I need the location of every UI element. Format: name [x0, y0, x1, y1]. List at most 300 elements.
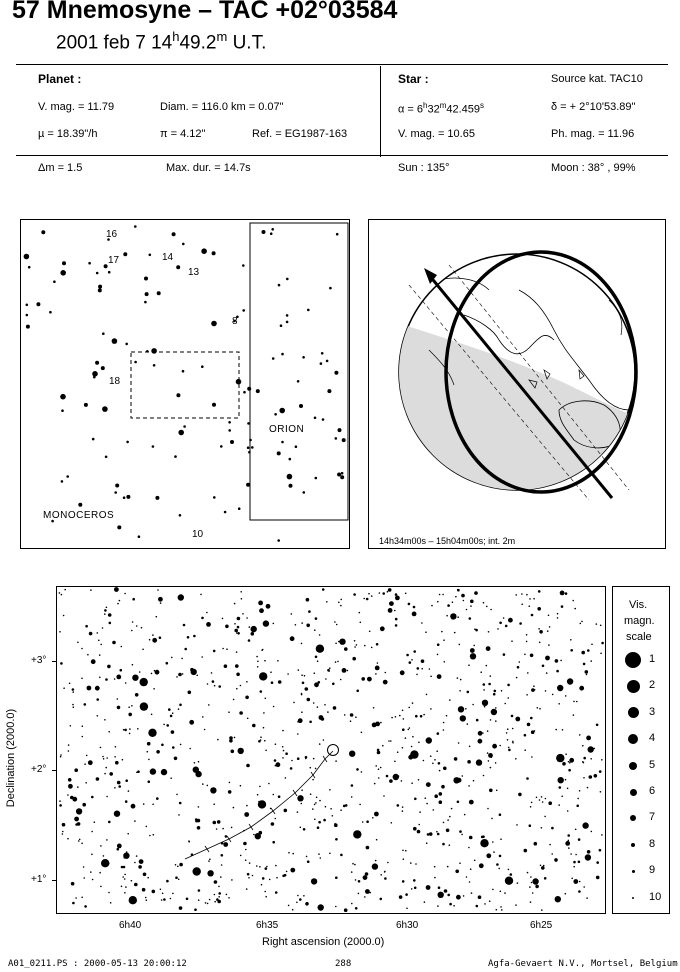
chart-star	[402, 710, 404, 712]
scale-row	[613, 757, 673, 783]
finder-star	[96, 272, 99, 275]
chart-star	[430, 755, 432, 757]
chart-star	[340, 854, 343, 857]
chart-star	[139, 671, 141, 673]
chart-star	[531, 802, 533, 804]
chart-star	[240, 785, 242, 787]
chart-star	[493, 851, 495, 853]
scale-dot	[628, 734, 638, 744]
finder-star	[155, 496, 159, 500]
chart-star	[354, 640, 356, 642]
chart-star	[132, 675, 138, 681]
chart-star	[317, 660, 319, 662]
chart-star	[395, 596, 400, 601]
chart-star	[273, 794, 275, 796]
chart-star	[446, 615, 448, 617]
chart-star	[474, 860, 476, 862]
chart-star	[467, 691, 470, 694]
chart-star	[291, 760, 293, 762]
chart-star	[233, 807, 235, 809]
chart-star	[443, 767, 447, 771]
chart-star	[143, 803, 145, 805]
finder-star	[329, 287, 332, 290]
chart-star	[373, 707, 375, 709]
chart-star	[486, 646, 491, 651]
chart-star	[287, 673, 289, 675]
chart-star	[565, 753, 567, 755]
chart-star	[565, 893, 567, 895]
finder-star	[314, 417, 317, 420]
chart-star	[260, 690, 263, 693]
chart-star	[91, 854, 93, 856]
chart-star	[511, 640, 513, 642]
chart-star	[375, 722, 380, 727]
chart-star	[532, 878, 538, 884]
chart-star	[409, 727, 411, 729]
chart-star	[102, 627, 104, 629]
orion-boundary	[250, 223, 348, 520]
constellation-monoceros: MONOCEROS	[43, 510, 115, 521]
chart-star	[494, 690, 497, 693]
chart-star	[159, 636, 162, 639]
chart-star	[132, 598, 135, 601]
chart-star	[197, 826, 201, 830]
chart-star	[518, 793, 522, 797]
chart-star	[412, 736, 414, 738]
finder-star	[84, 403, 88, 407]
chart-star	[596, 724, 599, 727]
chart-star	[552, 694, 554, 696]
chart-star	[240, 591, 242, 593]
star-declination: δ = + 2°10'53.89"	[551, 101, 636, 113]
chart-star	[117, 848, 120, 851]
chart-star	[443, 722, 445, 724]
chart-star	[503, 653, 506, 656]
chart-star	[286, 871, 288, 873]
chart-star	[247, 873, 250, 876]
chart-star	[495, 720, 497, 722]
finder-star	[152, 445, 155, 448]
chart-star	[508, 697, 510, 699]
finder-star	[228, 421, 231, 424]
field-box	[131, 352, 239, 418]
chart-star	[372, 863, 378, 869]
chart-star	[454, 757, 458, 761]
chart-star	[468, 785, 470, 787]
chart-star	[188, 691, 192, 695]
finder-star	[201, 365, 204, 368]
chart-star	[457, 616, 459, 618]
chart-star	[216, 828, 218, 830]
chart-star	[172, 746, 175, 749]
chart-star	[472, 704, 474, 706]
chart-star	[367, 677, 372, 682]
chart-star	[426, 803, 428, 805]
chart-star	[160, 889, 162, 891]
finder-star	[62, 261, 66, 265]
chart-star	[430, 708, 432, 710]
chart-star	[131, 630, 133, 632]
finder-star	[126, 441, 129, 444]
finder-star	[246, 483, 250, 487]
chart-star	[166, 662, 169, 665]
chart-star	[390, 740, 392, 742]
scale-dot	[627, 680, 640, 693]
chart-star	[380, 767, 382, 769]
chart-star	[375, 860, 377, 862]
chart-star	[282, 875, 285, 878]
chart-star	[364, 645, 366, 647]
chart-star	[437, 833, 440, 836]
chart-star	[176, 676, 178, 678]
chart-star	[455, 596, 457, 598]
chart-star	[117, 706, 121, 710]
chart-star	[171, 730, 175, 734]
chart-star	[470, 653, 476, 659]
chart-star	[545, 656, 550, 661]
chart-star	[334, 621, 336, 623]
chart-star	[312, 808, 314, 810]
track-tick	[249, 824, 253, 830]
chart-star	[442, 594, 444, 596]
chart-star	[114, 811, 120, 817]
chart-star	[559, 786, 562, 789]
chart-star	[309, 721, 312, 724]
chart-star	[108, 821, 111, 824]
chart-star	[512, 728, 514, 730]
chart-star	[179, 906, 183, 910]
chart-star	[231, 750, 235, 754]
finder-star	[183, 425, 186, 428]
chart-star	[148, 759, 150, 761]
chart-star	[249, 626, 251, 628]
finder-star	[95, 361, 99, 365]
chart-star	[282, 757, 284, 759]
finder-star	[174, 455, 177, 458]
finder-star	[320, 362, 323, 365]
chart-star	[238, 748, 244, 754]
date-minutes: 49.2	[179, 32, 217, 54]
chart-star	[380, 898, 383, 901]
chart-star	[565, 841, 570, 846]
finder-star	[153, 364, 156, 367]
chart-star	[276, 762, 281, 767]
chart-star	[539, 630, 543, 634]
chart-star	[296, 902, 298, 904]
chart-star	[358, 880, 361, 883]
chart-star	[335, 906, 337, 908]
chart-star	[485, 702, 488, 705]
chart-star	[338, 641, 340, 643]
chart-star	[434, 866, 436, 868]
chart-star	[235, 664, 239, 668]
chart-star	[488, 683, 491, 686]
chart-star	[284, 809, 288, 813]
chart-star	[273, 623, 275, 625]
chart-star	[425, 631, 427, 633]
chart-star	[447, 894, 450, 897]
chart-star	[453, 905, 455, 907]
chart-star	[175, 864, 177, 866]
chart-star	[174, 757, 178, 761]
chart-star	[73, 706, 75, 708]
chart-star	[469, 800, 474, 805]
footer-file: A01_0211.PS : 2000-05-13 20:00:12	[8, 959, 187, 969]
chart-star	[496, 863, 499, 866]
chart-star	[114, 787, 116, 789]
chart-star	[175, 876, 178, 879]
chart-star	[161, 899, 163, 901]
constellation-orion: ORION	[269, 424, 305, 435]
chart-star	[258, 601, 263, 606]
chart-star	[347, 670, 349, 672]
chart-star	[244, 812, 249, 817]
chart-star	[60, 662, 63, 665]
chart-star	[345, 804, 348, 807]
chart-star	[140, 678, 148, 686]
chart-star	[323, 819, 326, 822]
finder-star	[281, 441, 284, 444]
chart-star	[588, 746, 594, 752]
chart-star	[558, 703, 560, 705]
finder-star	[24, 254, 30, 260]
chart-star	[108, 892, 110, 894]
chart-star	[399, 715, 401, 717]
chart-star	[369, 892, 371, 894]
chart-star	[105, 678, 108, 681]
chart-star	[470, 868, 472, 870]
chart-star	[306, 856, 308, 858]
finder-star	[176, 265, 180, 269]
finder-star	[98, 285, 102, 289]
chart-star	[335, 760, 337, 762]
chart-star	[217, 820, 221, 824]
chart-star	[240, 855, 242, 857]
chart-star	[483, 689, 485, 691]
chart-star	[444, 889, 448, 893]
chart-star	[207, 903, 209, 905]
chart-star	[508, 869, 510, 871]
chart-star	[72, 688, 75, 691]
chart-star	[278, 680, 282, 684]
chart-star	[297, 733, 299, 735]
chart-star	[352, 863, 354, 865]
chart-star	[84, 703, 87, 706]
chart-star	[271, 681, 274, 684]
finder-star	[230, 440, 234, 444]
chart-star	[316, 797, 318, 799]
chart-star	[117, 603, 119, 605]
chart-star	[361, 732, 363, 734]
ytick-plus3: +3°	[31, 655, 47, 666]
chart-star	[136, 625, 138, 627]
chart-star	[245, 696, 249, 700]
chart-star	[442, 843, 445, 846]
chart-star	[301, 674, 303, 676]
chart-star	[138, 865, 142, 869]
chart-star	[531, 730, 535, 734]
finder-star	[66, 475, 69, 478]
chart-star	[126, 851, 128, 853]
chart-star	[290, 636, 295, 641]
chart-star	[213, 821, 217, 825]
chart-star	[96, 777, 100, 781]
finder-star	[108, 271, 111, 274]
chart-star	[434, 759, 436, 761]
chart-star	[487, 808, 489, 810]
chart-star	[524, 654, 526, 656]
chart-star	[586, 897, 588, 899]
chart-star	[312, 779, 314, 781]
chart-star	[72, 902, 75, 905]
chart-star	[416, 674, 418, 676]
chart-star	[176, 794, 178, 796]
chart-star	[558, 804, 560, 806]
chart-star	[63, 687, 65, 689]
chart-star	[526, 694, 528, 696]
track-tick	[271, 808, 275, 814]
finder-star	[182, 243, 185, 246]
chart-star	[486, 665, 488, 667]
chart-star	[600, 653, 602, 655]
finder-svg	[21, 220, 349, 548]
chart-star	[187, 636, 190, 639]
chart-star	[420, 715, 423, 718]
chart-star	[530, 901, 532, 903]
chart-star	[108, 731, 110, 733]
finder-star	[92, 371, 98, 377]
chart-star	[63, 615, 65, 617]
finder-star	[49, 311, 52, 314]
chart-star	[207, 870, 213, 876]
chart-star	[601, 642, 604, 645]
chart-star	[97, 632, 99, 634]
chart-star	[555, 729, 557, 731]
chart-star	[557, 617, 559, 619]
chart-star	[526, 641, 528, 643]
chart-star	[106, 757, 108, 759]
chart-star	[366, 846, 370, 850]
chart-star	[257, 794, 259, 796]
date-text: 2001 feb 7 14	[56, 32, 173, 54]
chart-star	[162, 893, 164, 895]
chart-star	[365, 889, 370, 894]
chart-star	[95, 686, 100, 691]
chart-star	[121, 886, 123, 888]
finder-star	[303, 491, 306, 494]
chart-star	[217, 739, 219, 741]
chart-star	[103, 758, 105, 760]
chart-star	[277, 660, 279, 662]
ytick-mark-1	[52, 661, 57, 662]
chart-star	[490, 719, 492, 721]
page-title: 57 Mnemosyne – TAC +02°03584	[12, 0, 398, 24]
chart-star	[460, 679, 462, 681]
chart-star	[297, 757, 300, 760]
chart-star	[437, 905, 439, 907]
chart-star	[97, 715, 99, 717]
chart-star	[515, 717, 520, 722]
chart-star	[201, 656, 203, 658]
finder-star	[327, 389, 331, 393]
chart-star	[129, 733, 131, 735]
finder-label-16: 16	[106, 229, 118, 240]
chart-star	[459, 830, 462, 833]
chart-star	[265, 867, 268, 870]
chart-star	[583, 886, 585, 888]
chart-star	[426, 885, 431, 890]
chart-star	[170, 715, 173, 718]
chart-star	[586, 736, 591, 741]
chart-star	[241, 598, 243, 600]
chart-star	[303, 895, 305, 897]
finder-star	[78, 503, 82, 507]
chart-star	[361, 677, 365, 681]
chart-star	[236, 651, 238, 653]
chart-star	[395, 593, 398, 596]
finder-star	[342, 438, 346, 442]
chart-star	[470, 605, 472, 607]
chart-star	[261, 649, 263, 651]
chart-star	[297, 795, 303, 801]
chart-star	[198, 806, 200, 808]
chart-star	[406, 908, 408, 910]
chart-star	[292, 909, 294, 911]
yaxis-label: Declination (2000.0)	[5, 708, 17, 808]
chart-star	[562, 729, 564, 731]
chart-star	[298, 669, 300, 671]
chart-star	[228, 711, 230, 713]
chart-star	[119, 600, 121, 602]
chart-star	[106, 796, 108, 798]
chart-star	[151, 673, 153, 675]
chart-star	[486, 853, 491, 858]
chart-star	[340, 679, 342, 681]
chart-star	[94, 821, 96, 823]
max-duration: Max. dur. = 14.7s	[166, 162, 251, 174]
chart-star	[410, 862, 412, 864]
chart-star	[189, 720, 194, 725]
chart-star	[206, 622, 211, 627]
chart-star	[542, 801, 544, 803]
chart-star	[70, 725, 72, 727]
chart-star	[488, 760, 490, 762]
chart-star	[527, 872, 529, 874]
chart-star	[210, 787, 216, 793]
chart-star	[133, 804, 135, 806]
chart-star	[231, 879, 233, 881]
chart-star	[272, 841, 275, 844]
chart-star	[561, 605, 564, 608]
chart-star	[260, 736, 262, 738]
chart-star	[301, 643, 303, 645]
chart-star	[306, 598, 310, 602]
finder-star	[114, 491, 117, 494]
finder-star	[281, 353, 284, 356]
finder-star	[178, 430, 184, 436]
chart-star	[470, 600, 474, 604]
chart-star	[125, 779, 128, 782]
chart-star	[349, 751, 355, 757]
chart-star	[377, 751, 381, 755]
chart-star	[447, 819, 449, 821]
chart-star	[152, 638, 157, 643]
chart-star	[195, 868, 199, 872]
chart-star	[117, 698, 119, 700]
finder-star	[295, 445, 298, 448]
finder-star	[248, 451, 251, 454]
chart-star	[318, 681, 321, 684]
